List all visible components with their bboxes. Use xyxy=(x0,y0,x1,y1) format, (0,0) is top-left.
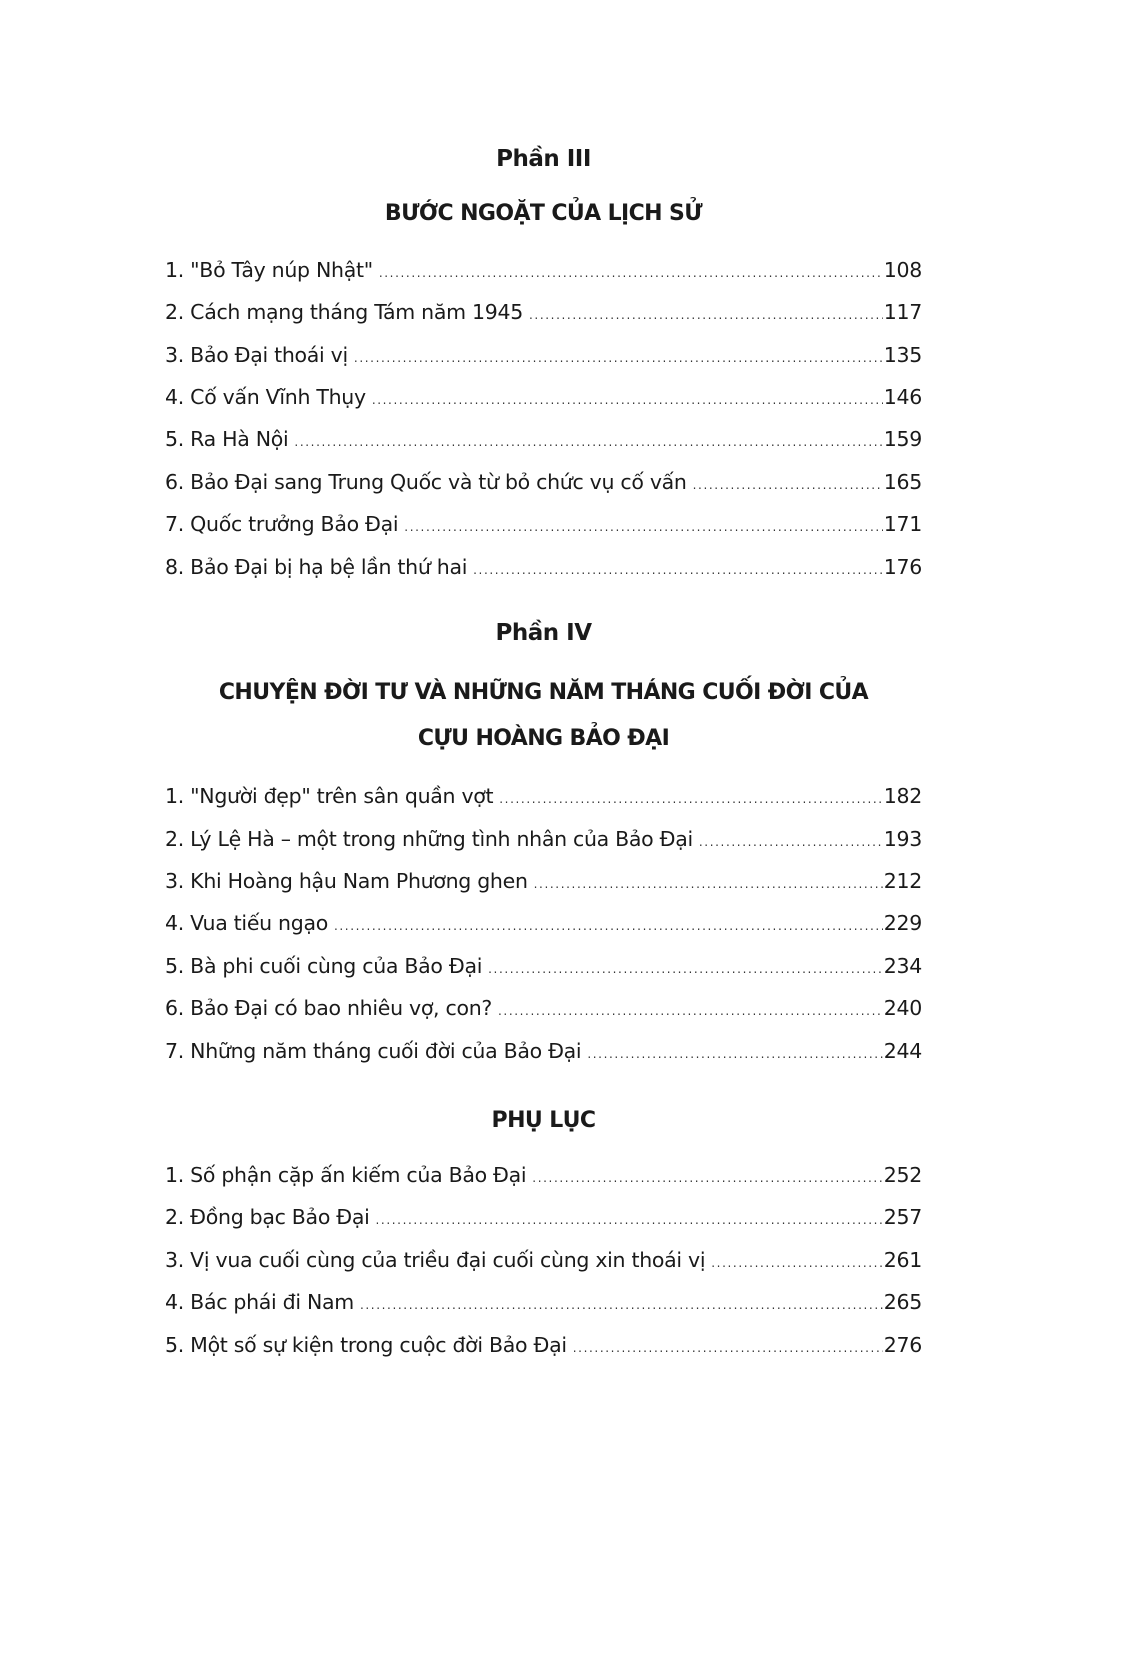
toc-entry[interactable] xyxy=(165,512,922,540)
toc-entry-page: 159 xyxy=(883,427,922,451)
dot-leader xyxy=(334,919,883,933)
toc-entry[interactable] xyxy=(165,954,922,982)
dot-leader xyxy=(498,1004,883,1018)
dot-leader xyxy=(360,1298,883,1312)
toc-entry-title: 4. Vua tiếu ngạo xyxy=(165,911,328,935)
dot-leader xyxy=(573,1341,883,1355)
dot-leader xyxy=(473,563,883,577)
toc-entry-page: 252 xyxy=(883,1163,922,1187)
toc-entry[interactable] xyxy=(165,869,922,897)
dot-leader xyxy=(294,435,882,449)
toc-entry-page: 146 xyxy=(883,385,922,409)
toc-entry-title: 7. Những năm tháng cuối đời của Bảo Đại xyxy=(165,1039,582,1063)
toc-entry-title: 6. Bảo Đại sang Trung Quốc và từ bỏ chức vụ cố vấn xyxy=(165,470,687,494)
dot-leader xyxy=(534,877,883,891)
toc-entry-page: 276 xyxy=(883,1333,922,1357)
toc-entry-page: 135 xyxy=(883,343,922,367)
dot-leader xyxy=(499,792,883,806)
toc-entry[interactable] xyxy=(165,343,922,371)
dot-leader xyxy=(379,266,883,280)
toc-entry[interactable] xyxy=(165,827,922,855)
toc-entry-title: 6. Bảo Đại có bao nhiêu vợ, con? xyxy=(165,996,492,1020)
toc-entry-page: 261 xyxy=(883,1248,922,1272)
toc-entry[interactable] xyxy=(165,784,922,812)
toc-entry-title: 4. Cố vấn Vĩnh Thụy xyxy=(165,385,366,409)
toc-entry-page: 182 xyxy=(883,784,922,808)
toc-entry-page: 265 xyxy=(883,1290,922,1314)
dot-leader xyxy=(404,520,882,534)
toc-entry[interactable] xyxy=(165,1333,922,1361)
part-3-label: Phần III xyxy=(496,146,591,172)
toc-entry-page: 165 xyxy=(883,470,922,494)
toc-entry-title: 7. Quốc trưởng Bảo Đại xyxy=(165,512,399,536)
toc-entry[interactable] xyxy=(165,427,922,455)
toc-entry[interactable] xyxy=(165,555,922,583)
toc-entry-page: 176 xyxy=(883,555,922,579)
dot-leader xyxy=(711,1256,883,1270)
toc-entry[interactable] xyxy=(165,911,922,939)
toc-entry[interactable] xyxy=(165,1205,922,1233)
toc-entry-title: 1. "Bỏ Tây núp Nhật" xyxy=(165,258,373,282)
toc-entry[interactable] xyxy=(165,1039,922,1067)
toc-entry-title: 4. Bác phái đi Nam xyxy=(165,1290,354,1314)
toc-entry-page: 244 xyxy=(883,1039,922,1063)
toc-entry-title: 2. Cách mạng tháng Tám năm 1945 xyxy=(165,300,523,324)
dot-leader xyxy=(699,835,883,849)
dot-leader xyxy=(372,393,883,407)
part-4-label: Phần IV xyxy=(495,620,592,646)
toc-entry[interactable] xyxy=(165,1290,922,1318)
toc-entry-title: 3. Bảo Đại thoái vị xyxy=(165,343,348,367)
toc-entry-title: 5. Bà phi cuối cùng của Bảo Đại xyxy=(165,954,483,978)
dot-leader xyxy=(529,308,883,322)
dot-leader xyxy=(354,351,883,365)
toc-entry[interactable] xyxy=(165,300,922,328)
toc-entry-title: 5. Ra Hà Nội xyxy=(165,427,289,451)
dot-leader xyxy=(532,1171,882,1185)
appendix-title: PHỤ LỤC xyxy=(491,1108,596,1133)
toc-entry-title: 8. Bảo Đại bị hạ bệ lần thứ hai xyxy=(165,555,468,579)
dot-leader xyxy=(693,478,883,492)
toc-entry-title: 1. Số phận cặp ấn kiếm của Bảo Đại xyxy=(165,1163,527,1187)
dot-leader xyxy=(488,962,883,976)
toc-entry-title: 1. "Người đẹp" trên sân quần vợt xyxy=(165,784,494,808)
toc-entry[interactable] xyxy=(165,258,922,286)
dot-leader xyxy=(376,1213,883,1227)
part-3-title: BƯỚC NGOẶT CỦA LỊCH SỬ xyxy=(384,201,703,226)
toc-entry-title: 5. Một số sự kiện trong cuộc đời Bảo Đại xyxy=(165,1333,567,1357)
toc-entry[interactable] xyxy=(165,1248,922,1276)
toc-entry[interactable] xyxy=(165,996,922,1024)
toc-entry-page: 171 xyxy=(883,512,922,536)
toc-entry-title: 2. Lý Lệ Hà – một trong những tình nhân của Bảo Đại xyxy=(165,827,693,851)
toc-entry[interactable] xyxy=(165,470,922,498)
toc-entry-page: 234 xyxy=(883,954,922,978)
toc-entry-page: 193 xyxy=(883,827,922,851)
part-4-title-line-2: CỰU HOÀNG BẢO ĐẠI xyxy=(417,726,670,751)
toc-entry-page: 117 xyxy=(883,300,922,324)
dot-leader xyxy=(587,1047,882,1061)
toc-entry-page: 240 xyxy=(883,996,922,1020)
toc-entry-page: 257 xyxy=(883,1205,922,1229)
toc-entry-title: 3. Vị vua cuối cùng của triều đại cuối cùng xin thoái vị xyxy=(165,1248,706,1272)
toc-entry[interactable] xyxy=(165,385,922,413)
toc-entry-title: 3. Khi Hoàng hậu Nam Phương ghen xyxy=(165,869,528,893)
part-4-title-line-1: CHUYỆN ĐỜI TƯ VÀ NHỮNG NĂM THÁNG CUỐI ĐỜI CỦA xyxy=(218,680,869,705)
toc-entry-page: 108 xyxy=(883,258,922,282)
toc-entry[interactable] xyxy=(165,1163,922,1191)
toc-entry-page: 212 xyxy=(883,869,922,893)
toc-entry-title: 2. Đồng bạc Bảo Đại xyxy=(165,1205,370,1229)
toc-entry-page: 229 xyxy=(883,911,922,935)
